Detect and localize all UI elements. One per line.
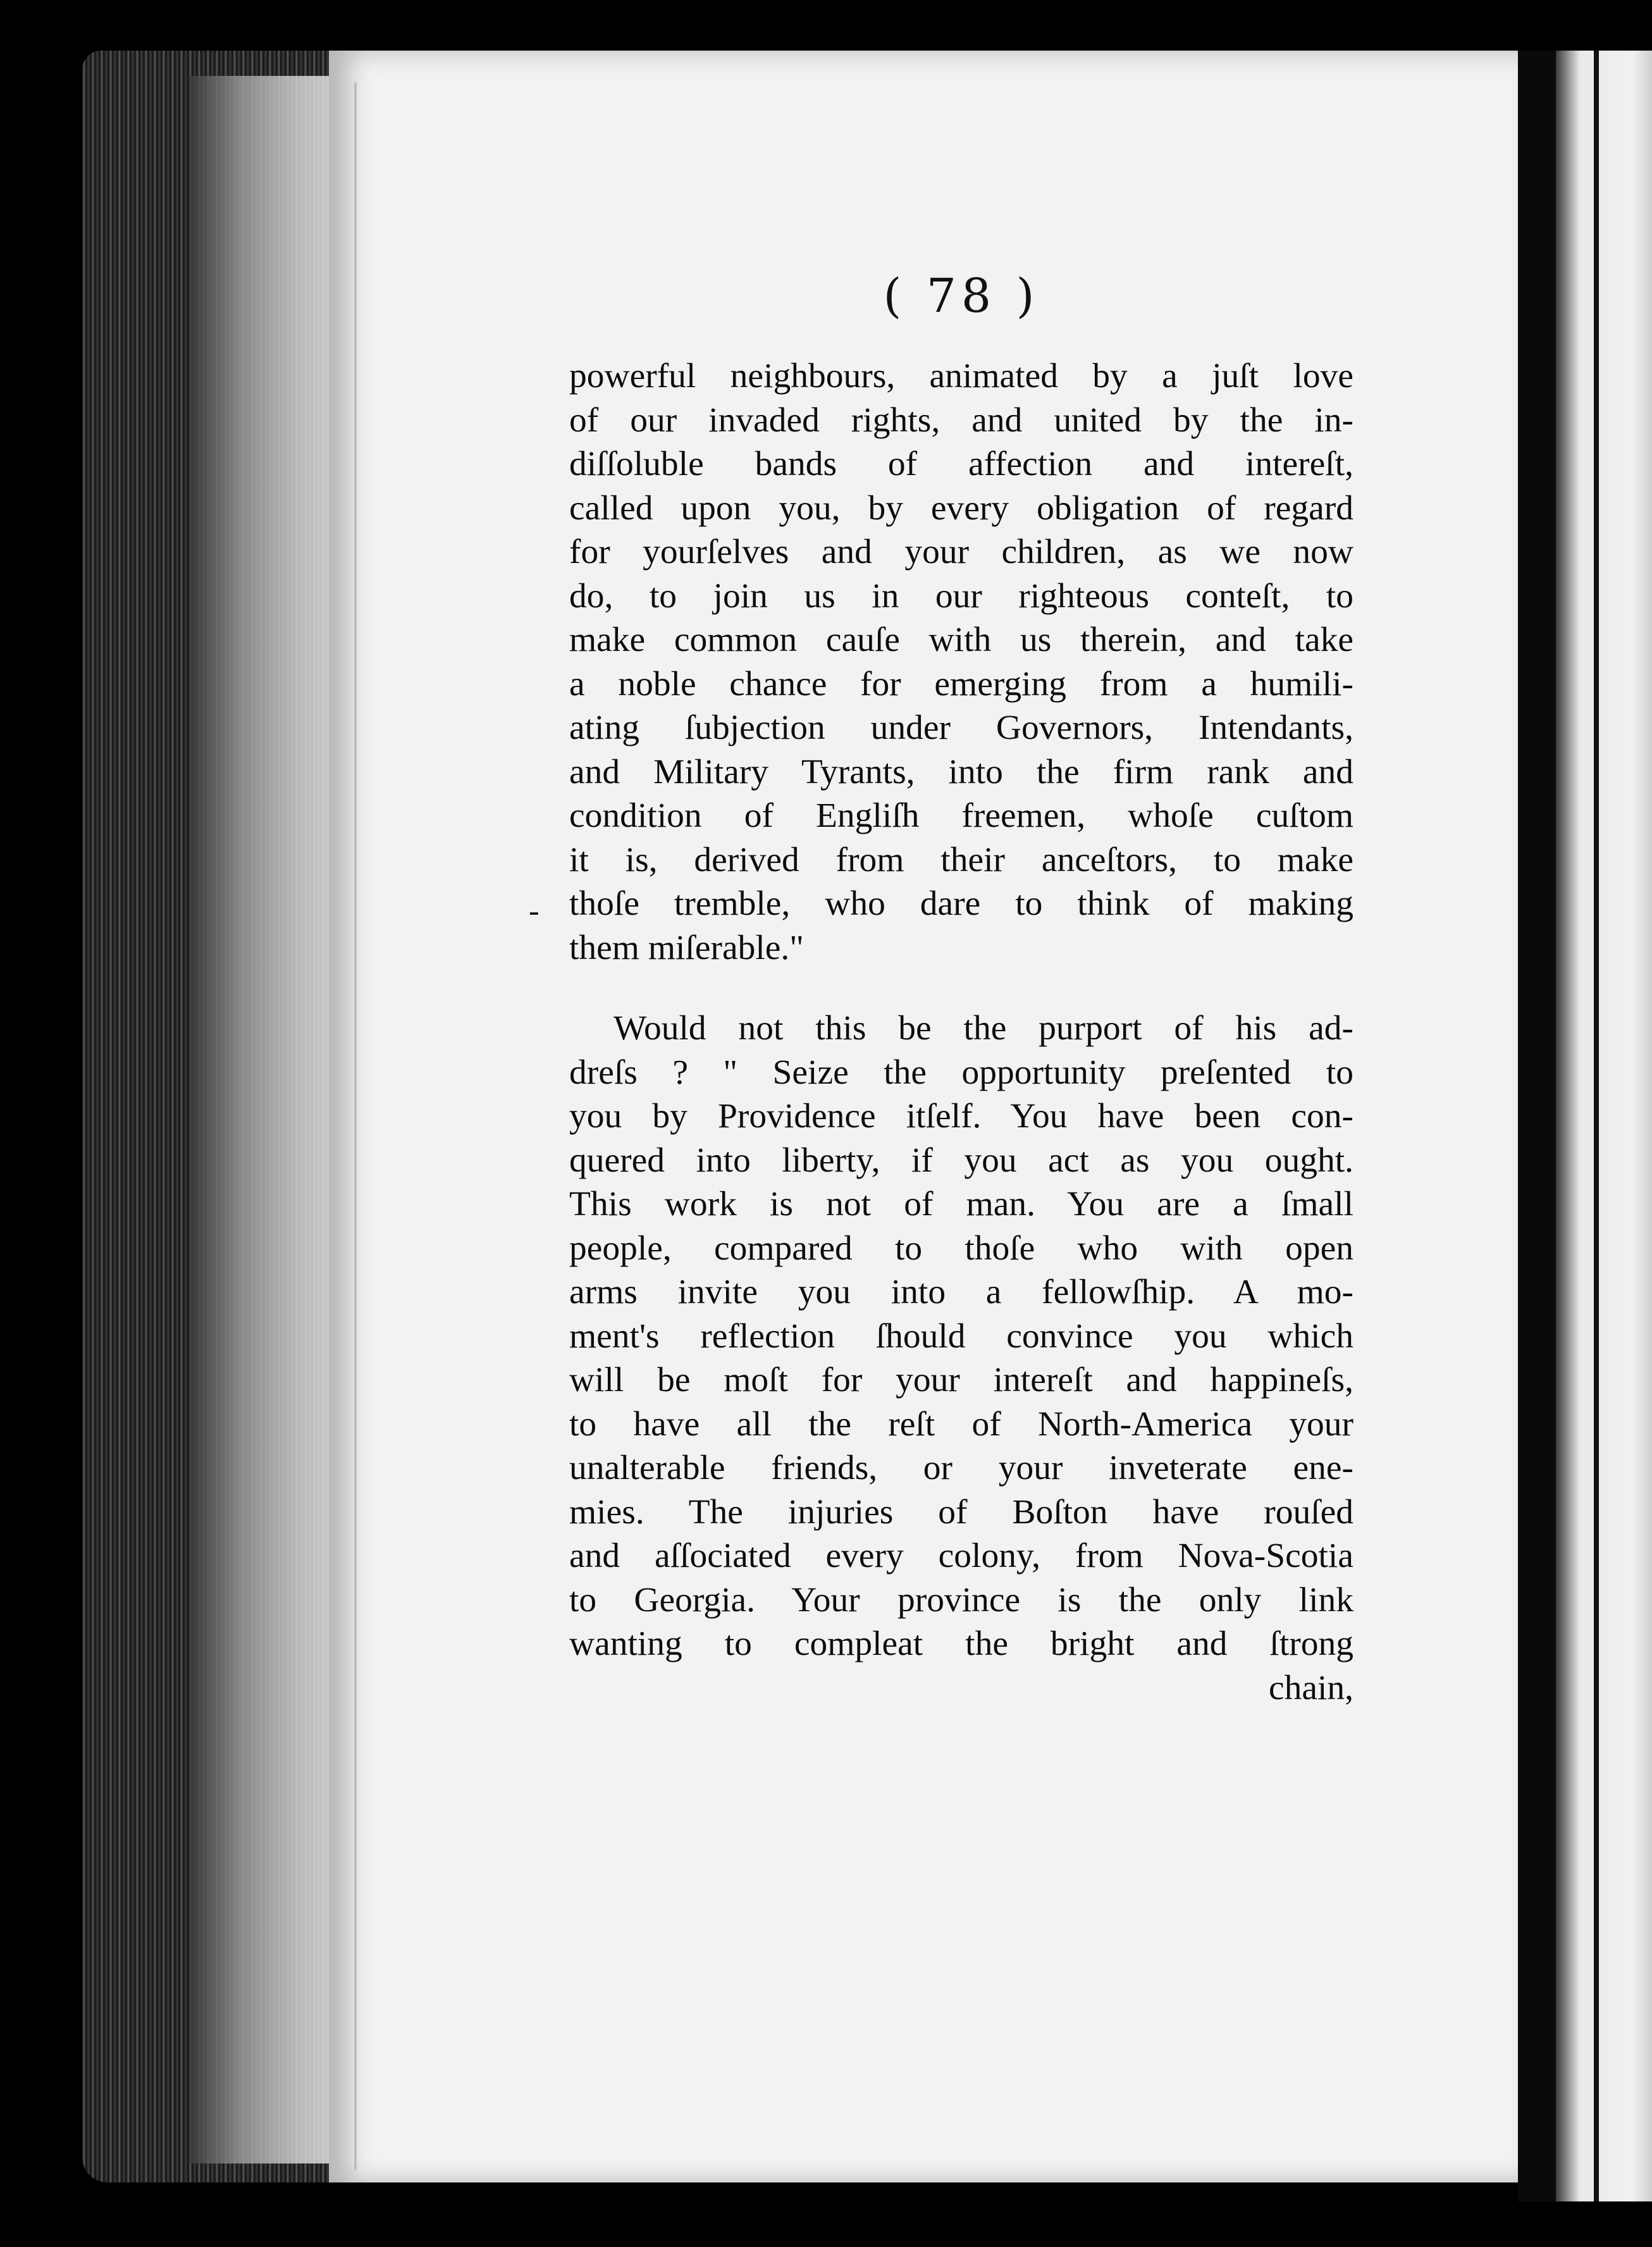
- text-line: and Military Tyrants, into the firm rank and: [569, 752, 1353, 791]
- text-line: thoſe tremble, who dare to think of making: [569, 884, 1353, 923]
- paragraph-gap: [569, 970, 1353, 1006]
- text-line: to have all the reſt of North-America your: [569, 1404, 1353, 1444]
- text-line: to Georgia. Your province is the only link: [569, 1580, 1353, 1619]
- text-line: and aſſociated every colony, from Nova-Scotia: [569, 1537, 1353, 1575]
- text-line: powerful neighbours, animated by a juſt love: [569, 357, 1353, 395]
- text-line: mies. The injuries of Boſton have rouſed: [569, 1492, 1353, 1532]
- catchword: chain,: [1268, 1668, 1353, 1707]
- text-line: make common cauſe with us therein, and take: [569, 621, 1353, 659]
- text-line: will be moſt for your intereſt and happineſs,: [569, 1361, 1353, 1399]
- page-fold-line: [354, 82, 357, 2170]
- text-line: condition of Engliſh freemen, whoſe cuſtom: [569, 796, 1353, 835]
- book-edge-highlight: [190, 76, 335, 2163]
- text-line: arms invite you into a fellowſhip. A mo-: [569, 1273, 1353, 1311]
- text-line: Would not this be the purport of his ad-: [613, 1009, 1353, 1048]
- text-line: called upon you, by every obligation of regard: [569, 488, 1353, 528]
- facing-page-strip: [1556, 51, 1652, 2201]
- text-line: a noble chance for emerging from a humili-: [569, 664, 1353, 703]
- margin-mark: -: [529, 893, 539, 928]
- text-line: do, to join us in our righteous conteſt, to: [569, 576, 1353, 616]
- text-line: them miſerable.": [569, 928, 804, 967]
- text-line: of our invaded rights, and united by the in-: [569, 400, 1353, 440]
- body-text: [569, 354, 1353, 1710]
- text-line: diſſoluble bands of affection and intereſt,: [569, 445, 1353, 483]
- page-number: ( 78 ): [883, 269, 1040, 323]
- text-line: you by Providence itſelf. You have been con-: [569, 1097, 1353, 1136]
- text-line: it is, derived from their anceſtors, to make: [569, 840, 1353, 879]
- text-line: This work is not of man. You are a ſmall: [569, 1185, 1353, 1223]
- text-line: dreſs ? " Seize the opportunity preſented to: [569, 1053, 1353, 1092]
- text-line: people, compared to thoſe who with open: [569, 1229, 1353, 1268]
- text-line: ating ſubjection under Governors, Intendants,: [569, 709, 1353, 747]
- text-line: quered into liberty, if you act as you ought.: [569, 1141, 1353, 1180]
- text-line: unalterable friends, or your inveterate ene-: [569, 1449, 1353, 1487]
- facing-page-edge: [1594, 51, 1599, 2201]
- text-line: ment's reflection ſhould convince you which: [569, 1316, 1353, 1356]
- book-gutter: [1518, 51, 1556, 2201]
- text-line: for yourſelves and your children, as we now: [569, 533, 1353, 571]
- text-line: wanting to compleat the bright and ſtrong: [569, 1625, 1353, 1663]
